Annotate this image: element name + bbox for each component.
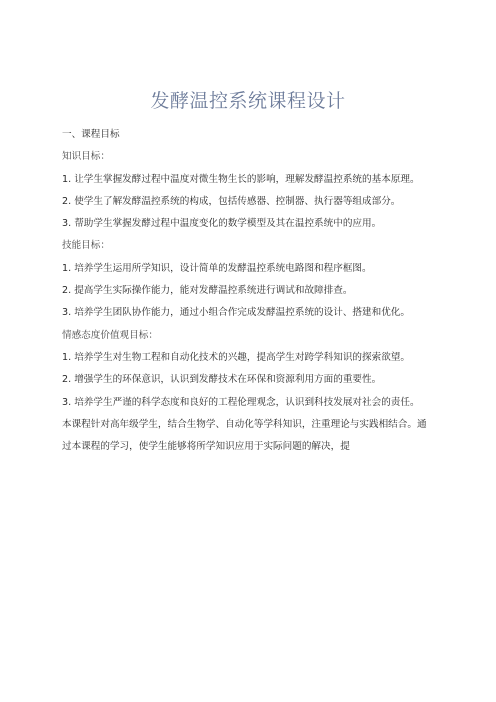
skill-item: 2. 提高学生实际操作能力，能对发酵温控系统进行调试和故障排查。: [62, 285, 353, 297]
skill-item: 3. 培养学生团队协作能力，通过小组合作完成发酵温控系统的设计、搭建和优化。: [62, 307, 410, 319]
knowledge-item: 2. 使学生了解发酵温控系统的构成，包括传感器、控制器、执行器等组成部分。: [62, 195, 401, 207]
knowledge-item: 1. 让学生掌握发酵过程中温度对微生物生长的影响，理解发酵温控系统的基本原理。: [62, 173, 420, 185]
skill-goals-label: 技能目标：: [62, 240, 110, 252]
course-summary: 本课程针对高年级学生，结合生物学、自动化等学科知识，注重理论与实践相结合。通过本课程的学习，使学生能够将所学知识应用于实际问题的解决，提: [62, 418, 427, 453]
attitude-item: 2. 增强学生的环保意识，认识到发酵技术在环保和资源利用方面的重要性。: [62, 374, 382, 386]
skill-item: 1. 培养学生运用所学知识，设计简单的发酵温控系统电路图和程序框图。: [62, 262, 372, 274]
attitude-item: 1. 培养学生对生物工程和自动化技术的兴趣，提高学生对跨学科知识的探索欲望。: [62, 351, 410, 363]
attitude-item: 3. 培养学生严谨的科学态度和良好的工程伦理观念，认识到科技发展对社会的责任。: [62, 396, 420, 408]
document-body: [62, 124, 430, 458]
knowledge-item: 3. 帮助学生掌握发酵过程中温度变化的数学模型及其在温控系统中的应用。: [62, 218, 382, 230]
section-heading: 一、课程目标: [62, 129, 120, 140]
knowledge-goals-label: 知识目标：: [62, 151, 110, 163]
document-title: 发酵温控系统课程设计: [150, 90, 346, 112]
attitude-goals-label: 情感态度价值观目标：: [62, 329, 158, 341]
